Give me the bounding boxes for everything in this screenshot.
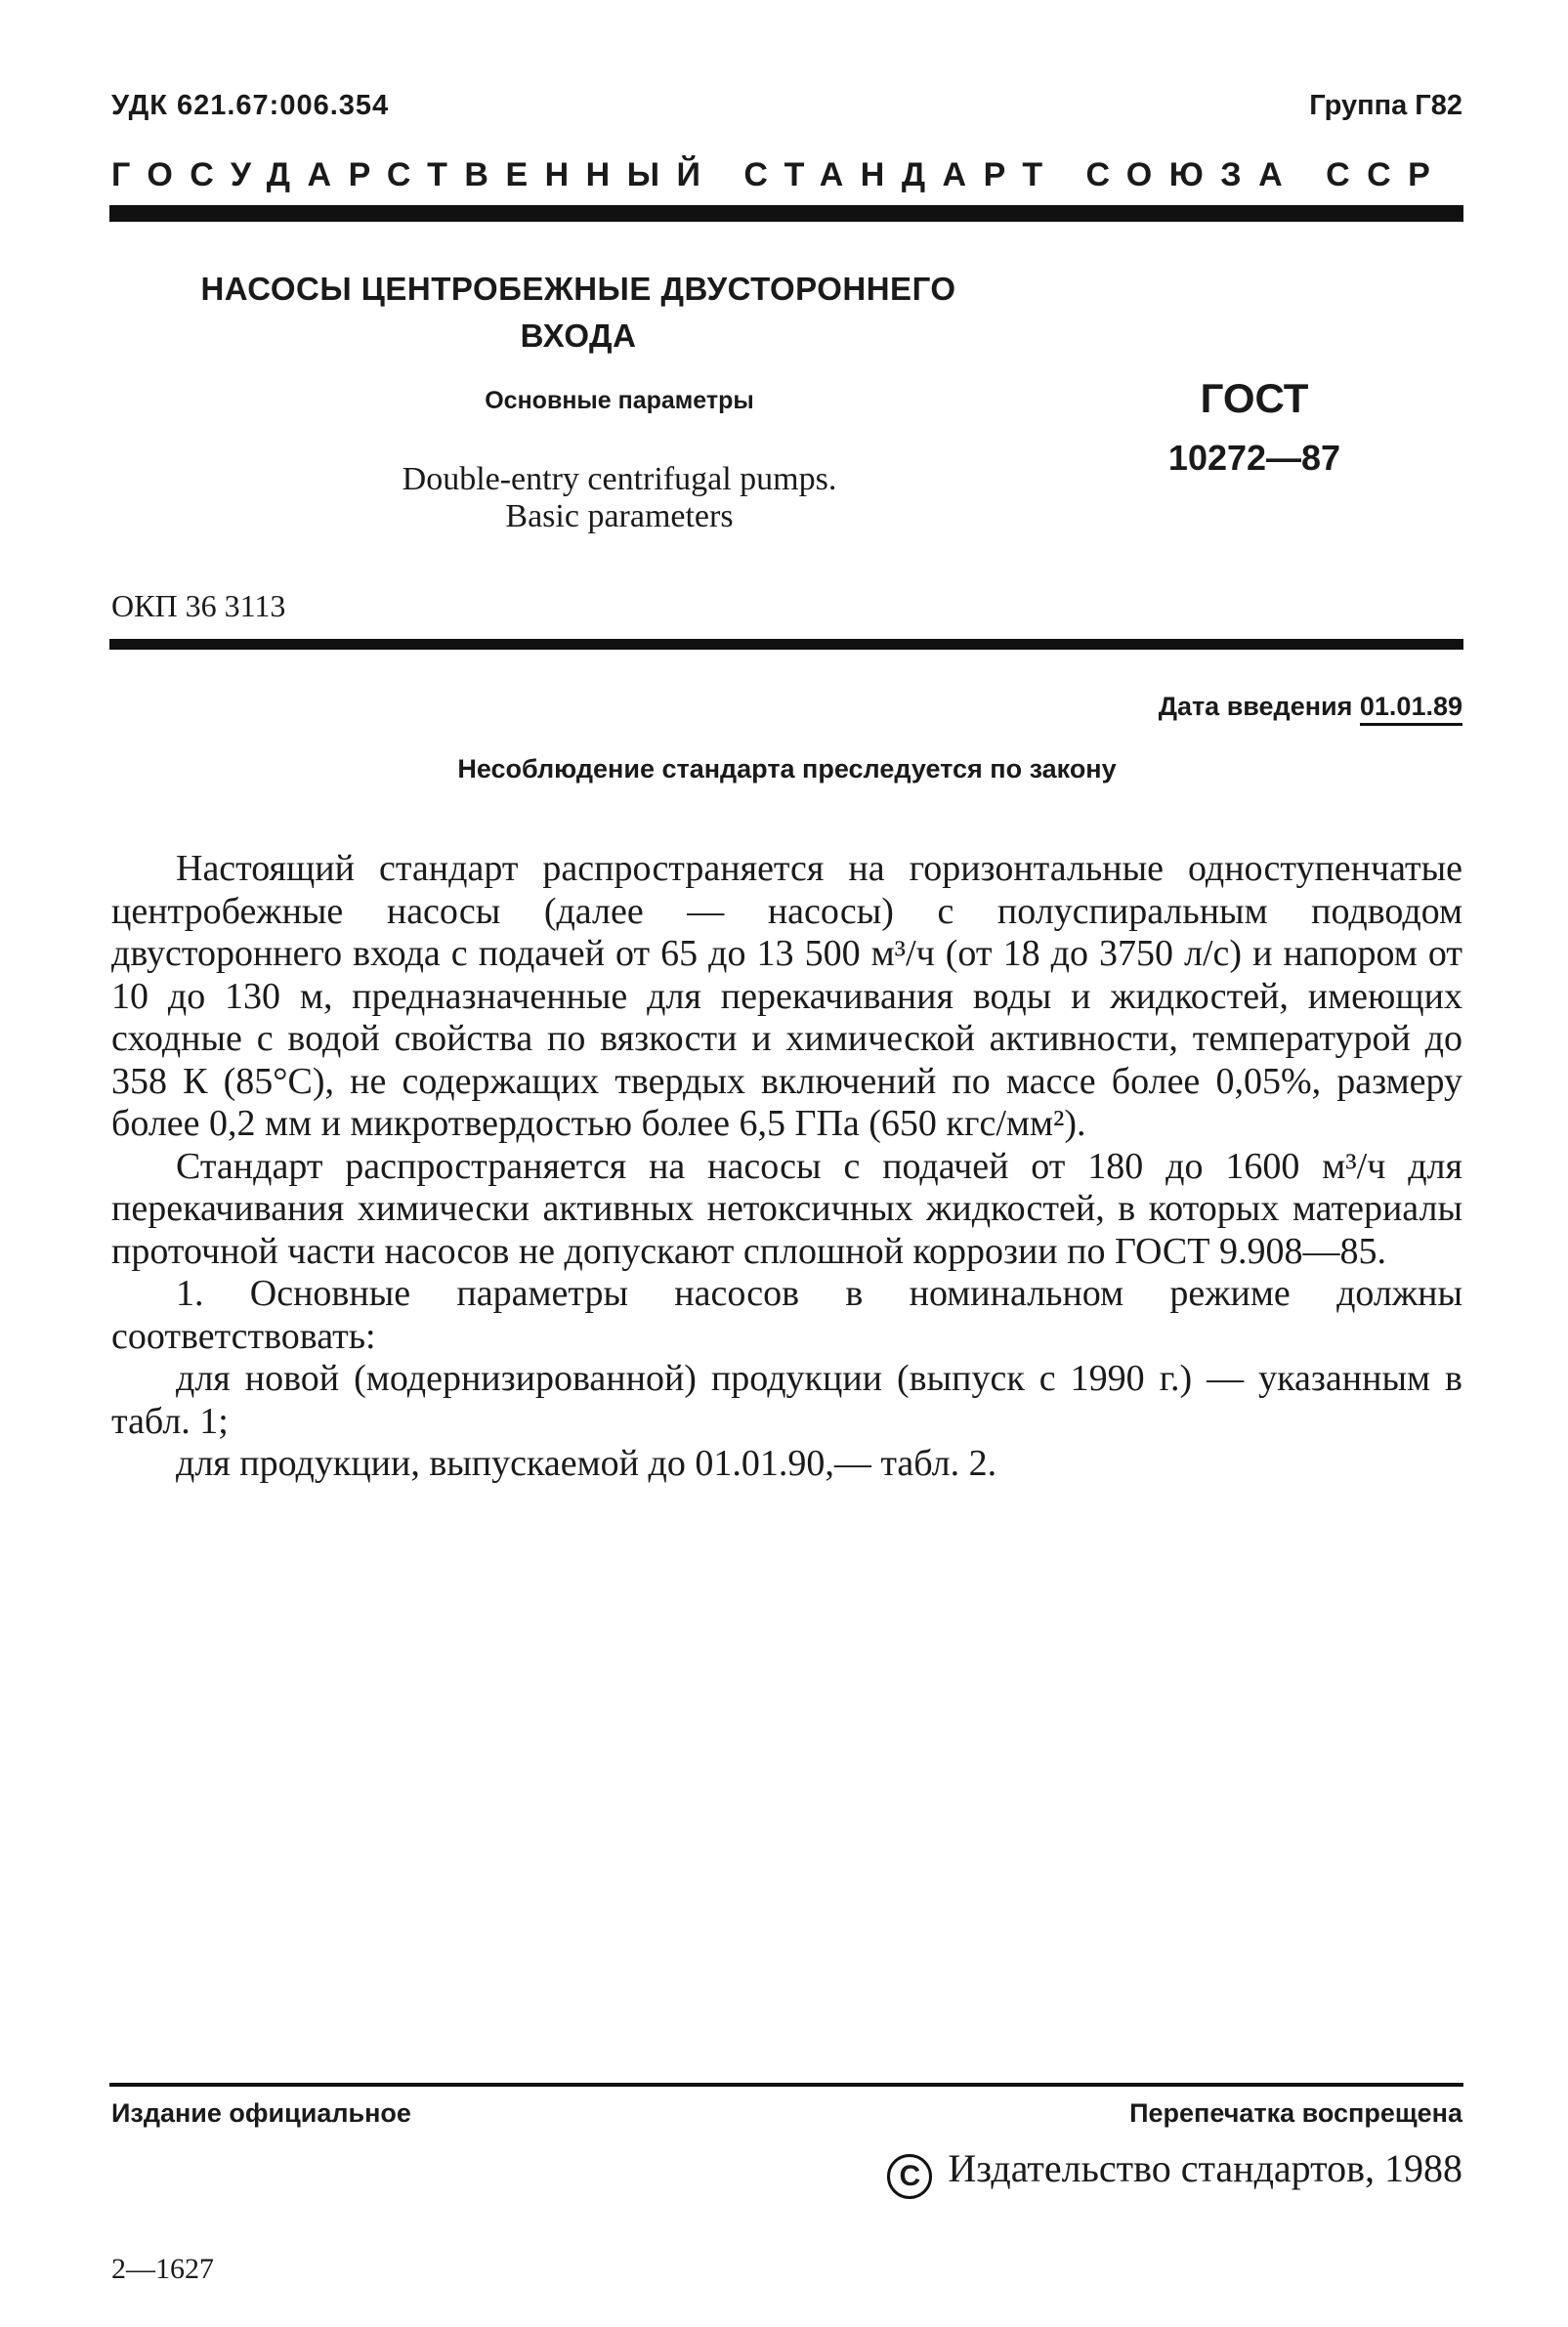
- paragraph-scope: Настоящий стандарт распространяется на горизонтальные одноступенчатые центробежные насосы (далее — насосы) с полуспиральным подводом двустороннего входа с подачей от 65 до 13 500 м³/ч (от 18 до 3750 л/с) и напором от 10 до 130 м, предназначенные для перекачивания воды и жидкостей, имеющих сходные с водой свойства по вязкости и химической активности, температурой до 358 К (85°С), не содержащих твердых включений по массе более 0,05%, размеру более 0,2 мм и микротвердостью более 6,5 ГПа (650 кгс/мм²).: [111, 848, 1462, 1144]
- okp-code: ОКП 36 3113: [111, 588, 286, 623]
- standard-banner: ГОСУДАРСТВЕННЫЙ СТАНДАРТ СОЮЗА ССР: [111, 156, 1448, 193]
- subtitle-russian: Основные параметры: [485, 387, 754, 414]
- paragraph-new-products: для новой (модернизированной) продукции (выпуск с 1990 г.) — указанным в табл. 1;: [111, 1358, 1462, 1442]
- reprint-prohibited: Перепечатка воспрещена: [1129, 2098, 1462, 2128]
- title-line-1: НАСОСЫ ЦЕНТРОБЕЖНЫЕ ДВУСТОРОННЕГО: [200, 271, 956, 307]
- copyright-icon: C: [887, 2154, 932, 2199]
- law-notice: Несоблюдение стандарта преследуется по закону: [457, 754, 1117, 783]
- official-edition: Издание официальное: [111, 2098, 411, 2128]
- copyright: [887, 2145, 1462, 2199]
- group-code: Группа Г82: [1309, 90, 1462, 121]
- paragraph-chemical: Стандарт распространяется на насосы с подачей от 180 до 1600 м³/ч для перекачивания химически активных нетоксичных жидкостей, в которых материалы проточной части насосов не допускают сплошной коррозии по ГОСТ 9.908—85.: [111, 1145, 1462, 1272]
- introduction-date: [1159, 692, 1462, 722]
- copyright-text: Издательство стандартов, 1988: [948, 2146, 1462, 2190]
- gost-label: ГОСТ: [1200, 375, 1309, 421]
- introduction-date-label: Дата введения: [1158, 692, 1353, 721]
- paragraph-clause-1: 1. Основные параметры насосов в номинальном режиме должны соответствовать:: [111, 1273, 1462, 1357]
- gost-number: 10272—87: [1167, 438, 1341, 478]
- header-rule: [109, 205, 1463, 222]
- paragraph-old-products: для продукции, выпускаемой до 01.01.90,— табл. 2.: [176, 1443, 997, 1484]
- footer-rule: [109, 2083, 1463, 2087]
- document-title: [111, 266, 1045, 360]
- print-number: 2—1627: [111, 2253, 214, 2285]
- udk-code: УДК 621.67:006.354: [111, 90, 390, 121]
- introduction-date-value: 01.01.89: [1360, 692, 1462, 726]
- subtitle-english-line-2: Basic parameters: [505, 498, 734, 534]
- title-block-rule: [109, 639, 1463, 650]
- subtitle-english: [111, 461, 1127, 535]
- body-text: [111, 848, 1462, 1486]
- subtitle-english-line-1: Double-entry centrifugal pumps.: [402, 461, 837, 497]
- title-line-2: ВХОДА: [520, 317, 637, 354]
